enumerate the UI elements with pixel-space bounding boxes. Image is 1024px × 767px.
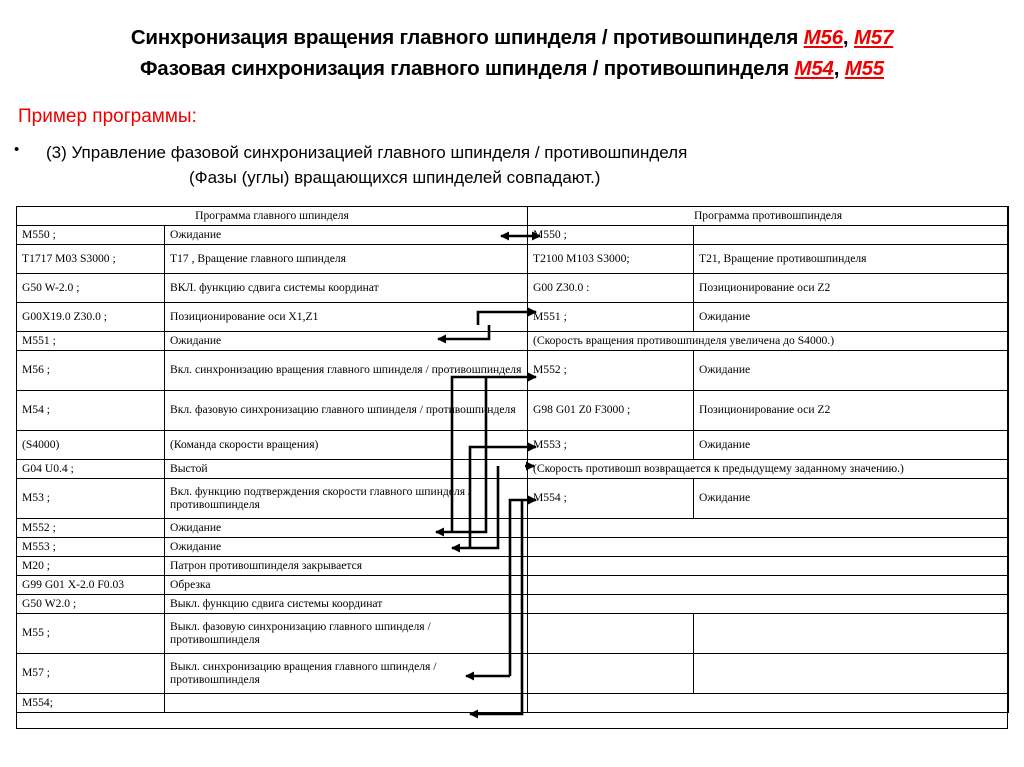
- cell-main-code: M554;: [17, 693, 165, 712]
- table-row: [17, 575, 1009, 594]
- cell-sub-code: T2100 M103 S3000;: [528, 244, 694, 273]
- cell-main-code: G04 U0.4 ;: [17, 459, 165, 478]
- title-line-2: [0, 53, 1024, 84]
- program-table-body: [17, 207, 1009, 713]
- cell-main-code: M552 ;: [17, 518, 165, 537]
- cell-main-desc: Ожидание: [165, 225, 528, 244]
- cell-sub-desc: [694, 653, 1009, 693]
- cell-main-code: G50 W-2.0 ;: [17, 273, 165, 302]
- title-code-m56: M56: [803, 26, 843, 49]
- title-line-1: [0, 22, 1024, 53]
- cell-sub-code: G98 G01 Z0 F3000 ;: [528, 390, 694, 430]
- cell-sub-code: M552 ;: [528, 350, 694, 390]
- cell-sub-span: [528, 556, 1009, 575]
- cell-main-desc: Вкл. фазовую синхронизацию главного шпинделя / противошпинделя: [165, 390, 528, 430]
- cell-main-code: G50 W2.0 ;: [17, 594, 165, 613]
- cell-main-code: M53 ;: [17, 478, 165, 518]
- cell-sub-code: [528, 613, 694, 653]
- title-code-m55: M55: [844, 57, 885, 80]
- cell-sub-desc: Ожидание: [694, 302, 1009, 331]
- title-code-m57: M57: [853, 26, 894, 49]
- cell-sub-desc: [694, 225, 1009, 244]
- table-row: [17, 653, 1009, 693]
- table-header-row: [17, 207, 1009, 226]
- cell-main-code: M20 ;: [17, 556, 165, 575]
- cell-sub-code: G00 Z30.0 :: [528, 273, 694, 302]
- cell-sub-desc: Ожидание: [694, 350, 1009, 390]
- cell-sub-code: M551 ;: [528, 302, 694, 331]
- cell-sub-code: M553 ;: [528, 430, 694, 459]
- table-row: [17, 594, 1009, 613]
- page-title: [0, 22, 1024, 84]
- cell-main-desc: [165, 693, 528, 712]
- cell-main-code: T1717 M03 S3000 ;: [17, 244, 165, 273]
- title-line-1-text: Синхронизация вращения главного шпинделя / противошпинделя: [130, 26, 804, 49]
- cell-sub-desc: Ожидание: [694, 430, 1009, 459]
- cell-main-desc: Ожидание: [165, 518, 528, 537]
- cell-sub-desc: Позиционирование оси Z2: [694, 390, 1009, 430]
- cell-main-desc: Патрон противошпинделя закрывается: [165, 556, 528, 575]
- title-sep-1: ,: [842, 26, 854, 49]
- example-label: Пример программы:: [18, 106, 197, 127]
- cell-main-desc: Выстой: [165, 459, 528, 478]
- cell-main-code: M550 ;: [17, 225, 165, 244]
- cell-main-desc: Позиционирование оси X1,Z1: [165, 302, 528, 331]
- cell-sub-span: [528, 594, 1009, 613]
- table-row: [17, 537, 1009, 556]
- table-row: [17, 302, 1009, 331]
- bullet-subtext: (Фазы (углы) вращающихся шпинделей совпадают.): [189, 168, 601, 187]
- table-row: [17, 225, 1009, 244]
- program-table-wrap: [16, 206, 1008, 729]
- cell-sub-span: [528, 537, 1009, 556]
- cell-sub-code: M550 ;: [528, 225, 694, 244]
- cell-sub-desc: T21, Вращение противошпинделя: [694, 244, 1009, 273]
- cell-main-code: M57 ;: [17, 653, 165, 693]
- title-sep-2: ,: [833, 57, 845, 80]
- cell-main-desc: ВКЛ. функцию сдвига системы координат: [165, 273, 528, 302]
- table-row: [17, 430, 1009, 459]
- table-row: [17, 244, 1009, 273]
- cell-sub-span: [528, 575, 1009, 594]
- cell-main-code: M55 ;: [17, 613, 165, 653]
- cell-sub-desc: [694, 613, 1009, 653]
- table-row: [17, 556, 1009, 575]
- header-main-spindle: Программа главного шпинделя: [17, 207, 528, 226]
- table-row: [17, 613, 1009, 653]
- table-row: [17, 478, 1009, 518]
- cell-sub-span: (Скорость противошп возвращается к предыдущему заданному значению.): [528, 459, 1009, 478]
- table-row: [17, 390, 1009, 430]
- bullet-icon: •: [14, 141, 20, 158]
- cell-sub-span: [528, 693, 1009, 712]
- cell-sub-span: (Скорость вращения противошпинделя увеличена до S4000.): [528, 331, 1009, 350]
- cell-main-desc: (Команда скорости вращения): [165, 430, 528, 459]
- cell-main-desc: Выкл. синхронизацию вращения главного шпинделя / противошпинделя: [165, 653, 528, 693]
- cell-main-code: M551 ;: [17, 331, 165, 350]
- table-row: [17, 693, 1009, 712]
- cell-main-code: M553 ;: [17, 537, 165, 556]
- cell-main-code: G99 G01 X-2.0 F0.03: [17, 575, 165, 594]
- header-sub-spindle: Программа противошпинделя: [528, 207, 1009, 226]
- cell-sub-code: M554 ;: [528, 478, 694, 518]
- bullet-block: [14, 140, 1004, 190]
- cell-main-desc: Ожидание: [165, 331, 528, 350]
- cell-main-desc: Вкл. синхронизацию вращения главного шпинделя / противошпинделя: [165, 350, 528, 390]
- cell-main-desc: T17 , Вращение главного шпинделя: [165, 244, 528, 273]
- cell-sub-desc: Ожидание: [694, 478, 1009, 518]
- cell-sub-span: [528, 518, 1009, 537]
- table-row: [17, 350, 1009, 390]
- table-row: [17, 331, 1009, 350]
- cell-main-desc: Выкл. функцию сдвига системы координат: [165, 594, 528, 613]
- cell-main-desc: Ожидание: [165, 537, 528, 556]
- cell-main-code: M56 ;: [17, 350, 165, 390]
- title-line-2-text: Фазовая синхронизация главного шпинделя / противошпинделя: [139, 57, 795, 80]
- cell-main-code: M54 ;: [17, 390, 165, 430]
- table-row: [17, 518, 1009, 537]
- cell-main-code: G00X19.0 Z30.0 ;: [17, 302, 165, 331]
- cell-sub-desc: Позиционирование оси Z2: [694, 273, 1009, 302]
- title-code-m54: M54: [794, 57, 834, 80]
- cell-main-desc: Вкл. функцию подтверждения скорости главного шпинделя / противошпинделя: [165, 478, 528, 518]
- bullet-text: (3) Управление фазовой синхронизацией главного шпинделя / противошпинделя: [46, 143, 688, 162]
- cell-main-desc: Обрезка: [165, 575, 528, 594]
- cell-sub-code: [528, 653, 694, 693]
- cell-main-code: (S4000): [17, 430, 165, 459]
- program-table: [16, 206, 1009, 713]
- cell-main-desc: Выкл. фазовую синхронизацию главного шпинделя / противошпинделя: [165, 613, 528, 653]
- table-row: [17, 273, 1009, 302]
- table-row: [17, 459, 1009, 478]
